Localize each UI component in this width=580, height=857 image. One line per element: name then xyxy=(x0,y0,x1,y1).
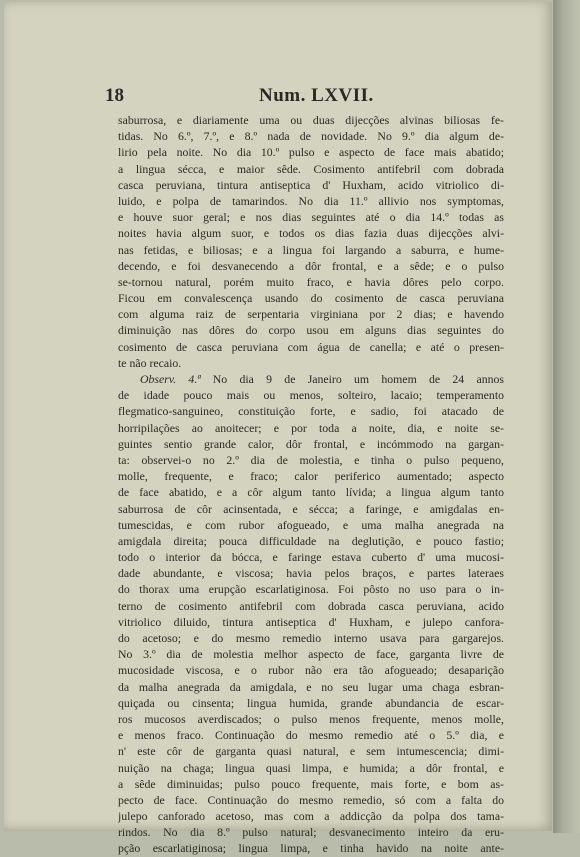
text-line: e houve suor geral; e nos dias seguintes até o dia 14.º todas as xyxy=(118,210,504,225)
text-line: n' este côr de garganta quasi natural, e sem intumescencia; dimi- xyxy=(118,744,504,759)
text-line: molle, frequente, e fraco; calor periferico aumentado; aspecto xyxy=(118,469,504,484)
text-line: do acetoso; e do mesmo remedio interno usava para gargarejos. xyxy=(118,631,504,645)
text-line: de face abatido, e a côr algum tanto lívida; a lingua algum tanto xyxy=(118,485,504,500)
text-line: pecto de face. Continuação do mesmo remedio, só com a falta do xyxy=(118,792,504,807)
page-number: 18 xyxy=(105,85,124,106)
text-line: flegmatico-sanguineo, constituição forte, e sadio, foi atacado de xyxy=(118,404,504,419)
text-line: rindos. No dia 8.º pulso natural; desvanecimento inteiro da eru- xyxy=(118,825,504,840)
text-line: No 3.º dia de molestia melhor aspecto de face, garganta livre de xyxy=(118,647,504,662)
text-line: a lingua sécca, e maior sêde. Cosimento antifebril com dobrada xyxy=(118,161,504,176)
text-line: todo o interior da bócca, e faringe estava cuberto d' uma mucosi- xyxy=(118,550,504,565)
text-line: do thorax uma erupção escarlatiginosa. Foi pôsto no uso para o in- xyxy=(118,582,504,597)
text-line: quiçada ou cinsenta; lingua humida, grande abundancia de escar- xyxy=(118,695,504,710)
text-line: e menos fraco. Continuação do mesmo remedio até o 5.º dia, e xyxy=(118,728,504,743)
text-line: pção escarlatiginosa; lingua limpa, e tinha havido na noite ante- xyxy=(118,841,504,856)
text-line: cosimento de casca peruviana com água de canella; e até o presen- xyxy=(118,339,504,354)
text-line: da malha anegrada da amigdala, e no seu lugar uma chaga esbran- xyxy=(118,679,504,694)
text-line: nas fetidas, e biliosas; e a lingua foi largando a saburra, e hume- xyxy=(118,242,504,257)
text-line xyxy=(118,371,504,387)
text-line: tumescidas, e com rubor afogueado, e uma malha anegrada na xyxy=(118,517,504,532)
text-line: vitriolico diluido, tintura antiseptica d' Huxham, e julepo canfora- xyxy=(118,614,504,629)
paragraph-case-continuation xyxy=(118,112,504,371)
running-title: Num. LXVII. xyxy=(259,85,374,106)
text-line: tidas. No 6.º, 7.º, e 8.º nada de novidade. No 9.º dia algum de- xyxy=(118,129,504,144)
text-line: nuição na chaga; lingua quasi limpa, e humida; a dôr frontal, e xyxy=(118,760,504,775)
text-line: saburrosa de côr acinsentada, e sécca; a faringe, e amigdalas en- xyxy=(118,501,504,516)
text-line: ros mucosos averdiscados; o pulso menos frequente, menos molle, xyxy=(118,711,504,726)
text-line: mucosidade viscosa, e o rubor não era tão afogueado; desaparição xyxy=(118,663,504,678)
text-line: julepo canforado acetoso, mas com a addicção da polpa dos tama- xyxy=(118,809,504,824)
text-line: amigdala direita; pouca difficuldade na deglutição, e pouco fastio; xyxy=(118,533,504,548)
observation-label: Observ. 4.ª xyxy=(140,372,201,386)
text-line: guintes sentio grande calor, dôr frontal, e incómmodo na gargan- xyxy=(118,436,504,451)
text-line: diminuição nas dôres do corpo usou em alguns dias seguintes do xyxy=(118,323,504,338)
text-line: casca peruviana, tintura antiseptica d' Huxham, acido vitriolico di- xyxy=(118,177,504,192)
text-line: terno de cosimento antifebril com dobrada casca peruviana, acido xyxy=(118,598,504,613)
text-line: lirio pela noite. No dia 10.º pulso e aspecto de face mais abatido; xyxy=(118,145,504,160)
text-line: se-tornou natural, porém muito fraco, e havia dôres pelo corpo. xyxy=(118,274,504,289)
text-line: saburrosa, e diariamente uma ou duas dijecções alvinas biliosas fe- xyxy=(118,113,504,127)
body-text xyxy=(118,112,504,857)
page-edge xyxy=(553,0,580,833)
text-line: dade abundante, e viscosa; havia pelos braços, e partes lateraes xyxy=(118,566,504,581)
text-line: te não recaio. xyxy=(118,355,182,370)
paragraph-observation-4 xyxy=(118,371,504,857)
text-line: Ficou em convalescença usando do cosimento de casca peruviana xyxy=(118,291,504,306)
text-line: ta: observei-o no 2.º dia de molestia, e tinha o pulso pequeno, xyxy=(118,452,504,467)
page-header xyxy=(105,85,515,109)
text-line: decendo, e foi desvanecendo a dôr frontal, e a sêde; e o pulso xyxy=(118,258,504,273)
text-line: horripilações ao anoitecer; e por toda a noite, dia, e noite se- xyxy=(118,420,504,435)
text-line: de idade pouco mais ou menos, solteiro, lacaio; temperamento xyxy=(118,388,504,403)
observation-first-line: No dia 9 de Janeiro um homem de 24 annos xyxy=(212,372,504,386)
text-line: noites havia algum suor, e todos os dias fazia duas dijecções alvi- xyxy=(118,226,504,241)
text-line: luido, e polpa de tamarindos. No dia 11.º allivio nos symptomas, xyxy=(118,193,504,208)
text-line: com alguma raiz de serpentaria virginiana por 2 dias; e havendo xyxy=(118,307,504,322)
text-line: a sêde diminuidas; pulso pouco frequente, mais forte, e bom as- xyxy=(118,776,504,791)
